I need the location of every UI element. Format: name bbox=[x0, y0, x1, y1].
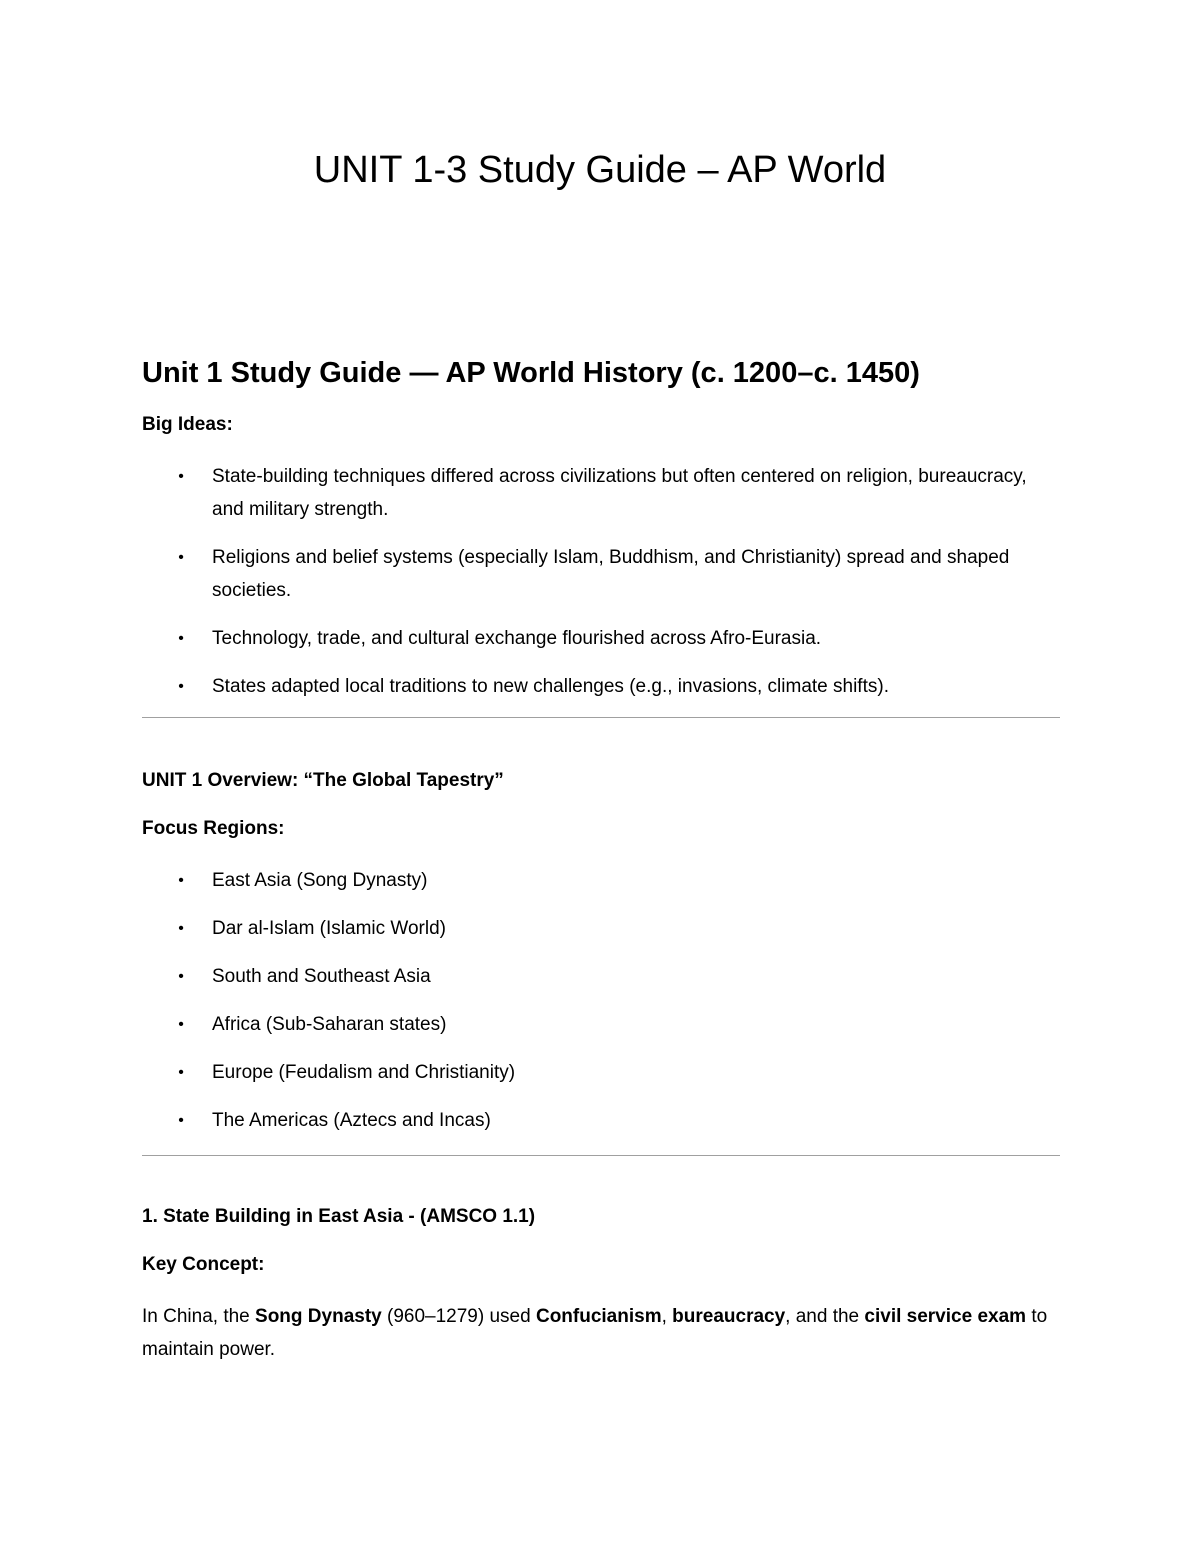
bullet-icon: • bbox=[178, 678, 184, 695]
bullet-icon: • bbox=[178, 630, 184, 647]
bullet-icon: • bbox=[178, 468, 184, 485]
paragraph-text: (960–1279) used bbox=[381, 1306, 536, 1327]
list-item-text: Dar al-Islam (Islamic World) bbox=[212, 918, 447, 939]
big-ideas-list bbox=[142, 460, 1060, 703]
list-item-text: East Asia (Song Dynasty) bbox=[212, 870, 428, 891]
section-divider bbox=[142, 1155, 1060, 1156]
list-item-text: State-building techniques differed across civilizations but often centered on religion, bureaucracy, and military strength. bbox=[212, 466, 1027, 520]
list-item-text: Europe (Feudalism and Christianity) bbox=[212, 1062, 516, 1083]
bold-term: Song Dynasty bbox=[255, 1306, 382, 1327]
paragraph-text: , and the bbox=[785, 1306, 865, 1327]
list-item bbox=[142, 622, 1060, 655]
section1-heading: 1. State Building in East Asia - (AMSCO 1.1) bbox=[142, 1206, 536, 1227]
list-item-text: Africa (Sub-Saharan states) bbox=[212, 1014, 447, 1035]
section-divider bbox=[142, 717, 1060, 718]
key-concept-label: Key Concept: bbox=[142, 1254, 265, 1275]
list-item bbox=[142, 864, 1060, 897]
big-ideas-label: Big Ideas: bbox=[142, 414, 233, 435]
list-item-text: States adapted local traditions to new challenges (e.g., invasions, climate shifts). bbox=[212, 676, 889, 697]
bullet-icon: • bbox=[178, 1112, 184, 1129]
bullet-icon: • bbox=[178, 968, 184, 985]
focus-regions-label: Focus Regions: bbox=[142, 818, 285, 839]
list-item-text: South and Southeast Asia bbox=[212, 966, 431, 987]
list-item bbox=[142, 460, 1060, 526]
bold-term: bureaucracy bbox=[672, 1306, 786, 1327]
document-body bbox=[142, 354, 1060, 1366]
bold-term: civil service exam bbox=[864, 1306, 1027, 1327]
bold-term: Confucianism bbox=[535, 1306, 662, 1327]
list-item bbox=[142, 1056, 1060, 1089]
list-item-text: Religions and belief systems (especially Islam, Buddhism, and Christianity) spread and shaped societies. bbox=[212, 547, 1010, 601]
overview-heading: UNIT 1 Overview: “The Global Tapestry” bbox=[142, 770, 504, 791]
bullet-icon: • bbox=[178, 872, 184, 889]
list-item-text: The Americas (Aztecs and Incas) bbox=[212, 1110, 491, 1131]
list-item-text: Technology, trade, and cultural exchange flourished across Afro-Eurasia. bbox=[212, 628, 822, 649]
list-item bbox=[142, 1104, 1060, 1137]
list-item bbox=[142, 1008, 1060, 1041]
list-item bbox=[142, 960, 1060, 993]
document-title: UNIT 1-3 Study Guide – AP World bbox=[313, 149, 887, 191]
focus-regions-list bbox=[142, 864, 1060, 1137]
bullet-icon: • bbox=[178, 920, 184, 937]
key-concept-paragraph bbox=[142, 1300, 1060, 1366]
list-item bbox=[142, 912, 1060, 945]
list-item bbox=[142, 541, 1060, 607]
list-item bbox=[142, 670, 1060, 703]
unit1-heading: Unit 1 Study Guide — AP World History (c. 1200–c. 1450) bbox=[142, 357, 920, 389]
paragraph-text: to maintain power. bbox=[142, 1306, 1048, 1360]
paragraph-text: In China, the bbox=[142, 1306, 256, 1327]
bullet-icon: • bbox=[178, 1064, 184, 1081]
bullet-icon: • bbox=[178, 549, 184, 566]
paragraph-text: , bbox=[661, 1306, 673, 1327]
bullet-icon: • bbox=[178, 1016, 184, 1033]
